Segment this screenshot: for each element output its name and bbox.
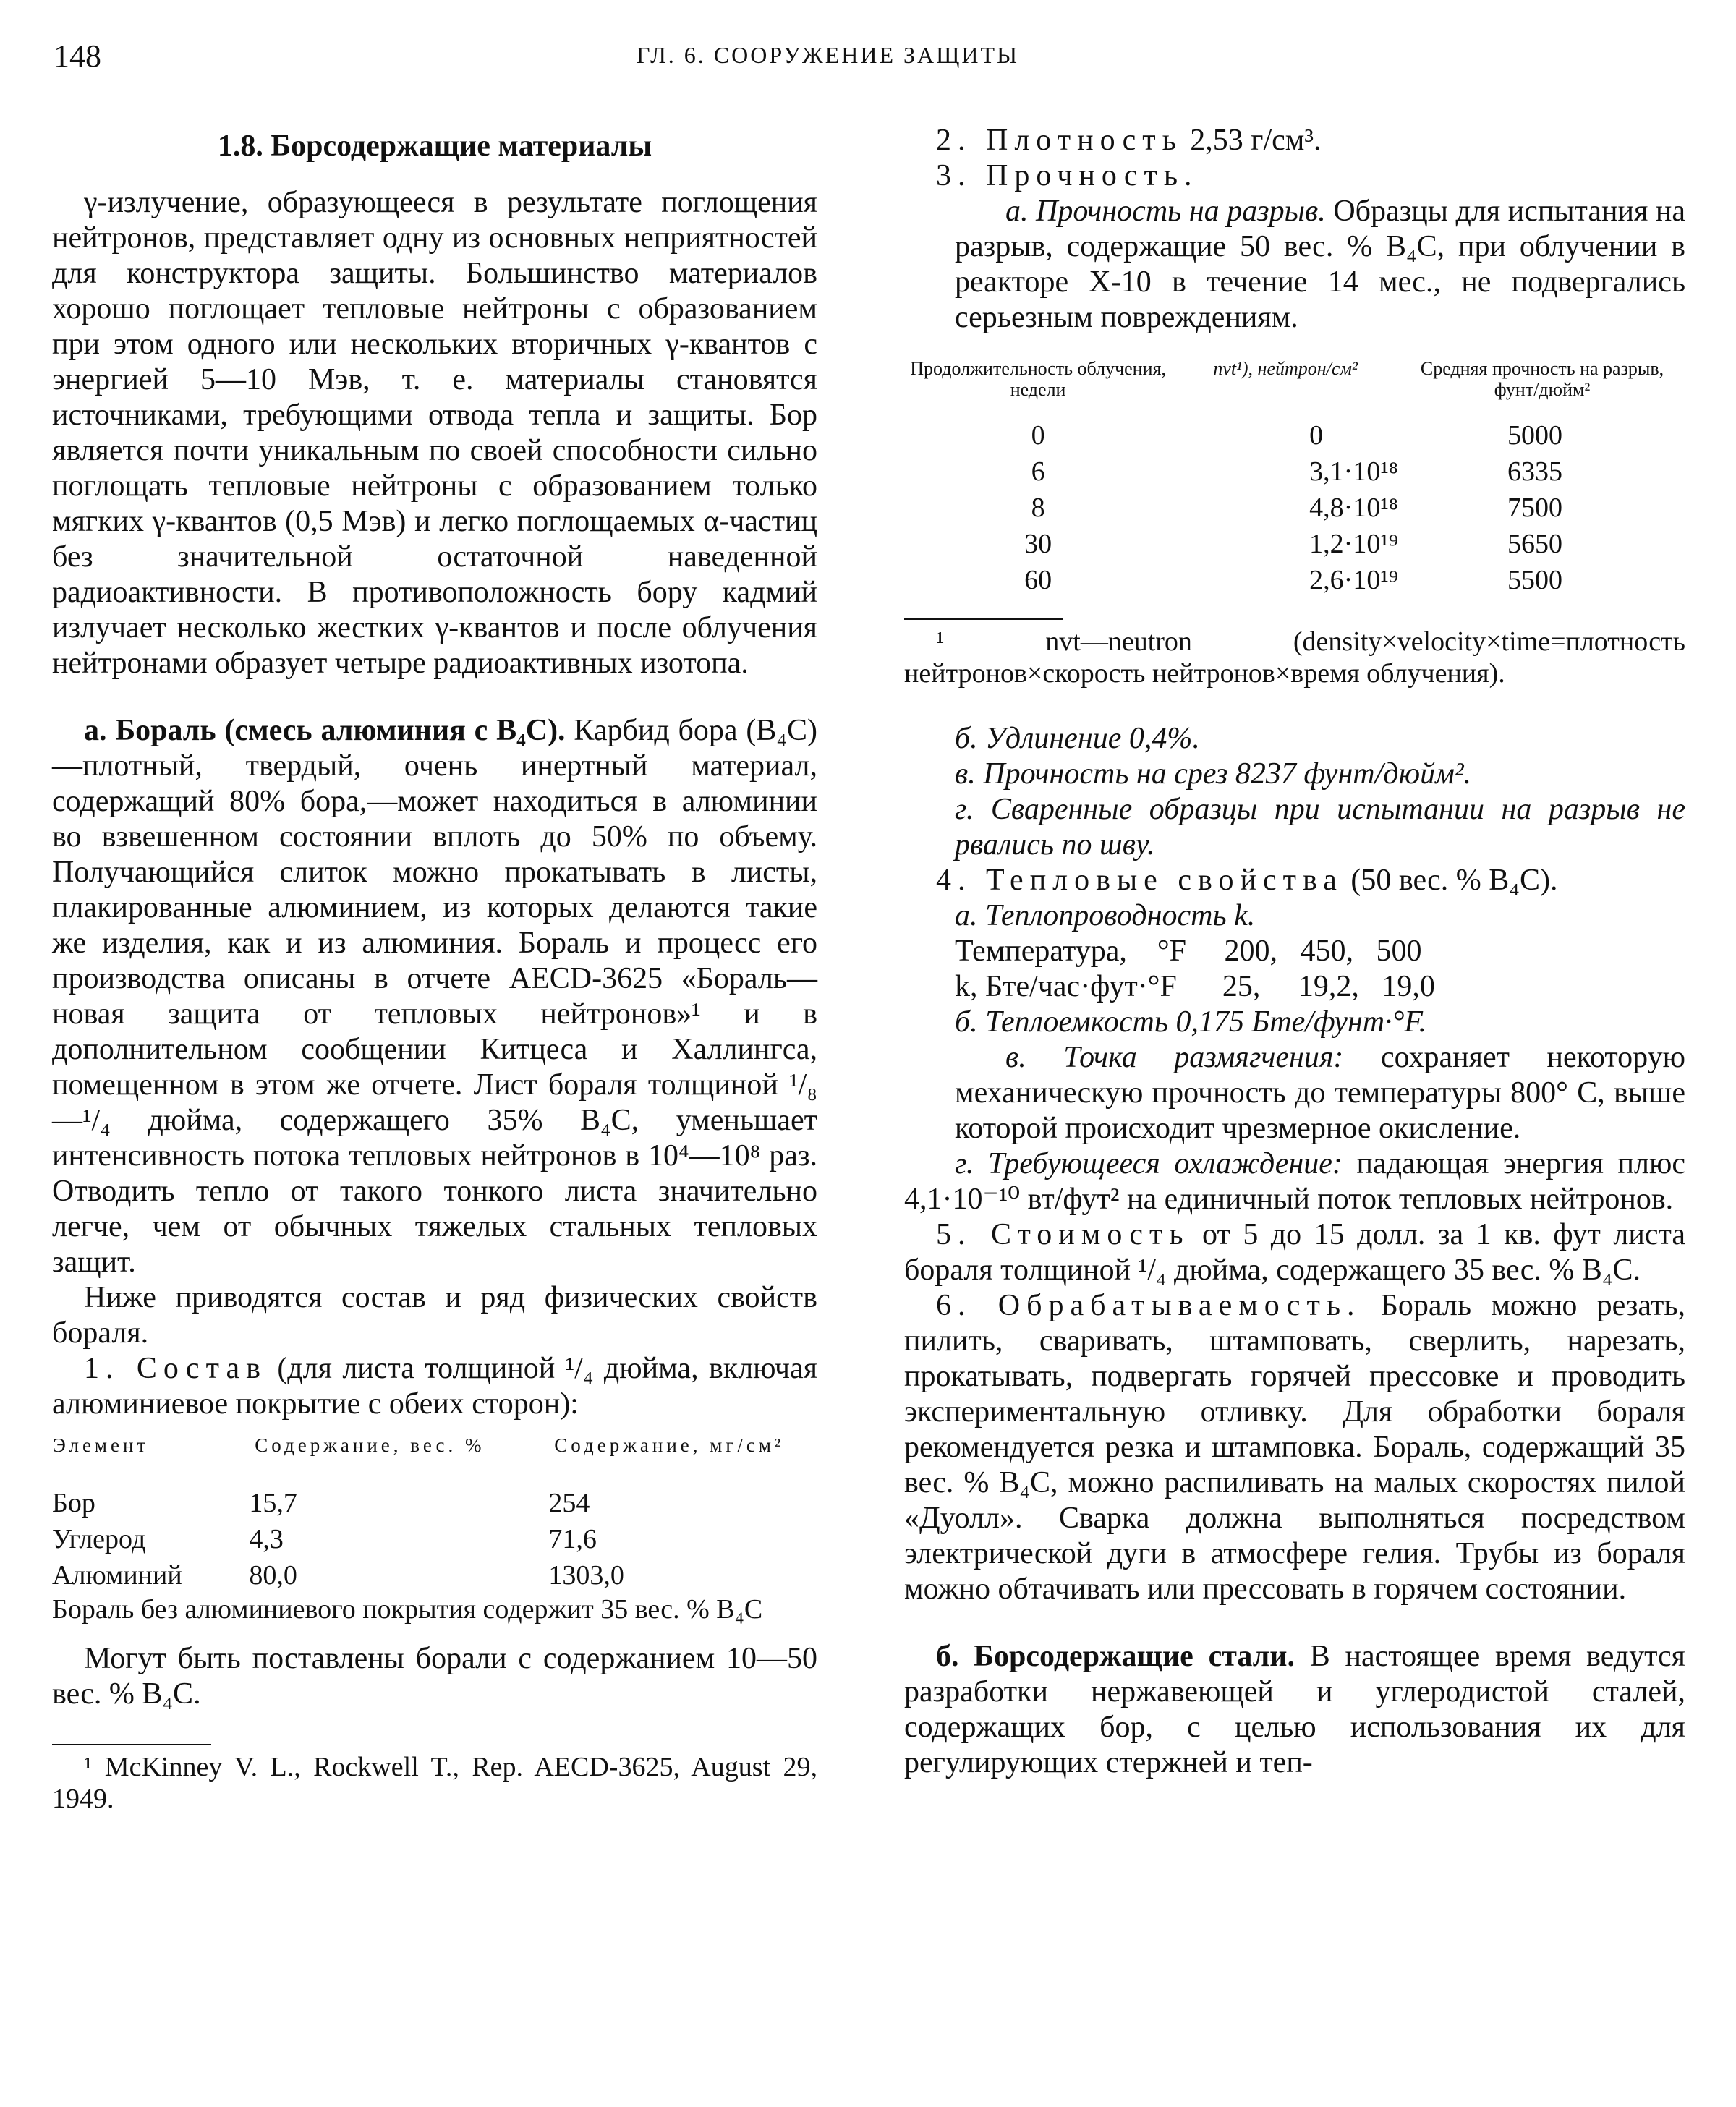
table-cell: 6 [1031,456,1045,487]
thermal-paragraph [904,863,1685,898]
composition-text: (для листа толщиной ¹/₄ дюйма, включая алюминиевое покрытие с обеих сторон): [52,1352,818,1421]
temperature-row: Температура, °F 200, 450, 500 [955,935,1422,968]
table-cell: 1303,0 [548,1560,624,1591]
table-cell: 8 [1031,493,1045,523]
left-column [52,123,817,1815]
cooling-label: г. Требующееся охлаждение: [955,1147,1343,1180]
table-cell: 0 [1031,420,1045,451]
table-header: Элемент [53,1434,150,1456]
steels-paragraph [904,1639,1685,1781]
table-row [52,1521,819,1557]
right-column [904,123,1685,1781]
intro-paragraph: γ-излучение, образующееся в результате поглощения нейтронов, представляет одну из основных неприятностей для конструктора защиты. Большинство материалов хорошо поглощает тепловые нейтроны с образованием при этом одного или нескольких вторичных γ-квантов с энергией 5—10 Мэв, т. е. материалы становятся источниками, требующими отвода тепла и защиты. Бор является почти уникальным по своей способности сильно поглощать тепловые нейтроны с образованием только мягких γ-квантов (0,5 Мэв) и легко поглощаемых α-частиц без значительной остаточной наведенной радиоактивности. В противоположность бору кадмий излучает несколько жестких γ-квантов и после облучения нейтронами образует четыре радиоактивных изотопа. [52,186,817,680]
table-cell: 5650 [1507,529,1562,559]
table-header: Содержание, мг/см² [554,1434,785,1456]
table-row [904,562,1685,598]
table-cell: 7500 [1507,493,1562,523]
steels-text: В настоящее время ведутся разработки нержавеющей и углеродистой сталей, содержащих бор, с целью использования их для регулирующих стержней и теп- [904,1640,1685,1779]
composition-paragraph [52,1351,817,1422]
heat-capacity-line: б. Теплоемкость 0,175 Бте/фунт·°F. [955,1005,1427,1039]
table-cell: Углерод [52,1524,146,1554]
density-value: 2,53 г/см³. [1190,124,1322,157]
section-title: 1.8. Борсодержащие материалы [217,129,652,163]
table-footnote-rule [904,618,1063,620]
table-row [52,1485,819,1521]
table-cell: 15,7 [249,1488,297,1518]
table-cell: 30 [1024,529,1052,559]
shear-line: в. Прочность на срез 8237 фунт/дюйм². [955,757,1472,791]
tensile-paragraph [904,194,1685,336]
table-cell: 5500 [1507,565,1562,595]
tensile-text: Образцы для испытания на разрыв, содержащие 50 вес. % B₄C, при облучении в реакторе X-10 в течение 14 мес., не подвергались серьезным повреждениям. [955,195,1685,334]
elongation-line: б. Удлинение 0,4%. [955,722,1200,755]
boral-text: Карбид бора (B₄C)—плотный, твердый, очень инертный материал, содержащий 80% бора,—может находиться в алюминии во взвешенном состоянии вплоть до 50% по объему. Получающийся слиток можно прокатывать в листы, плакированные алюминием, из которых делаются такие же изделия, как и из алюминия. Бораль и процесс его производства описаны в отчете AECD-3625 «Бораль—новая защита от тепловых нейтронов»¹ и в дополнительном сообщении Китцеса и Халлингса, помещенном в этом же отчете. Лист бораля толщиной ¹/₈—¹/₄ дюйма, содержащего 35% B₄C, уменьшает интенсивность потока тепловых нейтронов в 10⁴—10⁸ раз. Отводить тепло от такого тонкого листа значительно легче, чем от обычных тяжелых стальных тепловых защит. [52,714,817,1279]
table-cell: 1,2·10¹⁹ [1309,529,1398,559]
irradiation-table [904,357,1685,598]
page-footnote: ¹ McKinney V. L., Rockwell T., Rep. AECD-3625, August 29, 1949. [52,1752,817,1814]
cooling-paragraph [904,1146,1685,1217]
steels-heading: б. Борсодержащие стали. [936,1640,1295,1673]
table-row [904,490,1685,526]
page-number: 148 [54,38,101,74]
thermal-text: (50 вес. % B₄C). [1350,864,1558,897]
boral-paragraph [52,713,817,1280]
table-footnote: ¹ nvt—neutron (density×velocity×time=плотность нейтронов×скорость нейтронов×время облучения). [904,626,1685,689]
welded-line: г. Сваренные образцы при испытании на разрыв не рвались по шву. [955,793,1685,861]
composition-table [52,1434,819,1593]
table-row [904,454,1685,490]
machinability-label: 6. Обрабатываемость. [936,1289,1361,1322]
softening-text: сохраняет некоторую механическую прочность до температуры 800° С, выше которой происходит чрезмерное окисление. [955,1041,1686,1145]
density-line [904,123,1685,158]
table-cell: 71,6 [548,1524,597,1554]
table-cell: 60 [1024,565,1052,595]
properties-intro: Ниже приводятся состав и ряд физических свойств бораля. [52,1281,817,1350]
machinability-paragraph [904,1288,1685,1607]
table-header: Средняя прочность на разрыв, фунт/дюйм² [1420,358,1664,400]
boral-heading: а. Бораль (смесь алюминия с B₄C). [84,714,566,747]
footnote-rule [52,1744,211,1745]
conductivity-line: а. Теплопроводность k. [955,899,1256,932]
table-cell: 2,6·10¹⁹ [1309,565,1398,595]
table-cell: Алюминий [52,1560,182,1591]
cost-paragraph [904,1217,1685,1288]
machinability-text: Бораль можно резать, пилить, сваривать, штамповать, сверлить, нарезать, прокатывать, подвергать горячей прессовке и проводить экспериментальную отливку. Для обработки бораля рекомендуется резка и штамповка. Бораль, содержащий 35 вес. % B₄C, можно распиливать на малых скоростях пилой «Дуолл». Сварка должна выполняться посредством электрической дуги в атмосфере гелия. Трубы из бораля можно обтачивать или прессовать в горячем состоянии. [904,1289,1685,1606]
strength-label: 3. Прочность. [936,159,1199,192]
table-row [904,417,1685,454]
table-cell: Бор [52,1488,95,1518]
table-cell: 6335 [1507,456,1562,487]
composition-label: 1. Состав [84,1352,267,1385]
table-cell: 80,0 [249,1560,297,1591]
density-label: 2. Плотность [936,124,1183,157]
cost-label: 5. Стоимость [936,1218,1190,1251]
table-header: Содержание, вес. % [255,1434,485,1456]
table-row [904,526,1685,562]
thermal-label: 4. Тепловые свойства [936,864,1343,897]
running-title: ГЛ. 6. СООРУЖЕНИЕ ЗАЩИТЫ [637,42,1019,68]
softening-label: в. Точка размягчения: [1005,1041,1344,1074]
table-cell: 0 [1309,420,1324,451]
table-cell: 4,8·10¹⁸ [1309,493,1398,523]
tensile-label: а. Прочность на разрыв. [1005,195,1326,228]
cooling-text: падающая энергия плюс 4,1·10⁻¹⁰ вт/фут² на единичный поток тепловых нейтронов. [904,1147,1685,1216]
table-cell: 5000 [1507,420,1562,451]
softening-paragraph [904,1040,1685,1146]
conductivity-row: k, Бте/час·фут·°F 25, 19,2, 19,0 [955,970,1435,1003]
cost-text: от 5 до 15 долл. за 1 кв. фут листа бораля толщиной ¹/₄ дюйма, содержащего 35 вес. % B₄C. [904,1218,1685,1287]
table-header: nvt¹), нейтрон/см² [1213,358,1358,379]
composition-note: Бораль без алюминиевого покрытия содержит 35 вес. % B₄C [52,1594,763,1625]
table-header: Продолжительность облучения, недели [910,358,1166,400]
table-row [52,1557,819,1593]
supply-paragraph: Могут быть поставлены борали с содержанием 10—50 вес. % B₄C. [52,1642,817,1711]
table-cell: 3,1·10¹⁸ [1309,456,1398,487]
table-cell: 4,3 [249,1524,284,1554]
table-cell: 254 [548,1488,590,1518]
